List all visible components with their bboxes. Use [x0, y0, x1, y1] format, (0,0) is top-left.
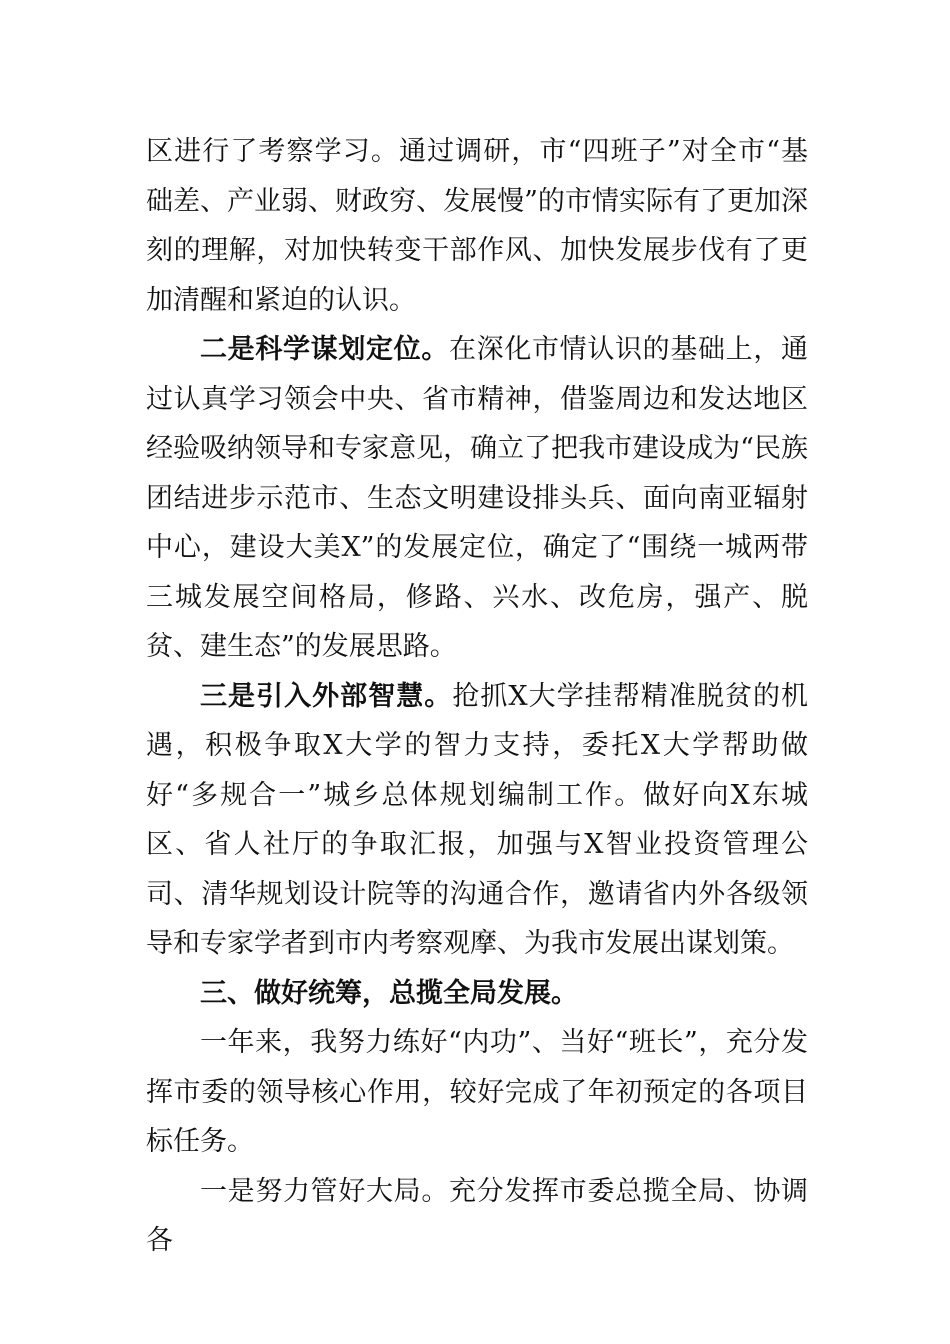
paragraph-2: [146, 325, 808, 672]
paragraph-1: [146, 127, 808, 325]
paragraph-3: [146, 672, 808, 969]
paragraph-2-lead: 二是科学谋划定位。: [200, 334, 449, 365]
paragraph-6-text: 一是努力管好大局。充分发挥市委总揽全局、协调各: [146, 1175, 808, 1256]
paragraph-3-text: 抢抓X大学挂帮精准脱贫的机遇，积极争取X大学的智力支持，委托X大学帮助做好“多规合一”城乡总体规划编制工作。做好向X东城区、省人社厅的争取汇报，加强与X智业投资管理公司、清华规划设计院等的沟通合作，邀请省内外各级领导和专家学者到市内考察观摩、为我市发展出谋划策。: [146, 680, 808, 959]
section-heading-text: 三、做好统筹，总揽全局发展。: [200, 977, 578, 1009]
paragraph-5: [146, 1018, 808, 1167]
paragraph-6: [146, 1167, 808, 1266]
section-heading: [146, 969, 808, 1019]
document-body: [146, 127, 808, 1266]
paragraph-2-text: 在深化市情认识的基础上，通过认真学习领会中央、省市精神，借鉴周边和发达地区经验吸纳领导和专家意见，确立了把我市建设成为“民族团结进步示范市、生态文明建设排头兵、面向南亚辐射中心，建设大美X”的发展定位，确定了“围绕一城两带三城发展空间格局，修路、兴水、改危房，强产、脱贫、建生态”的发展思路。: [146, 334, 808, 662]
paragraph-3-lead: 三是引入外部智慧。: [200, 680, 453, 712]
paragraph-1-text: 区进行了考察学习。通过调研，市“四班子”对全市“基础差、产业弱、财政穷、发展慢”的市情实际有了更加深刻的理解，对加快转变干部作风、加快发展步伐有了更加清醒和紧迫的认识。: [146, 136, 808, 316]
paragraph-5-text: 一年来，我努力练好“内功”、当好“班长”，充分发挥市委的领导核心作用，较好完成了年初预定的各项目标任务。: [146, 1027, 808, 1157]
